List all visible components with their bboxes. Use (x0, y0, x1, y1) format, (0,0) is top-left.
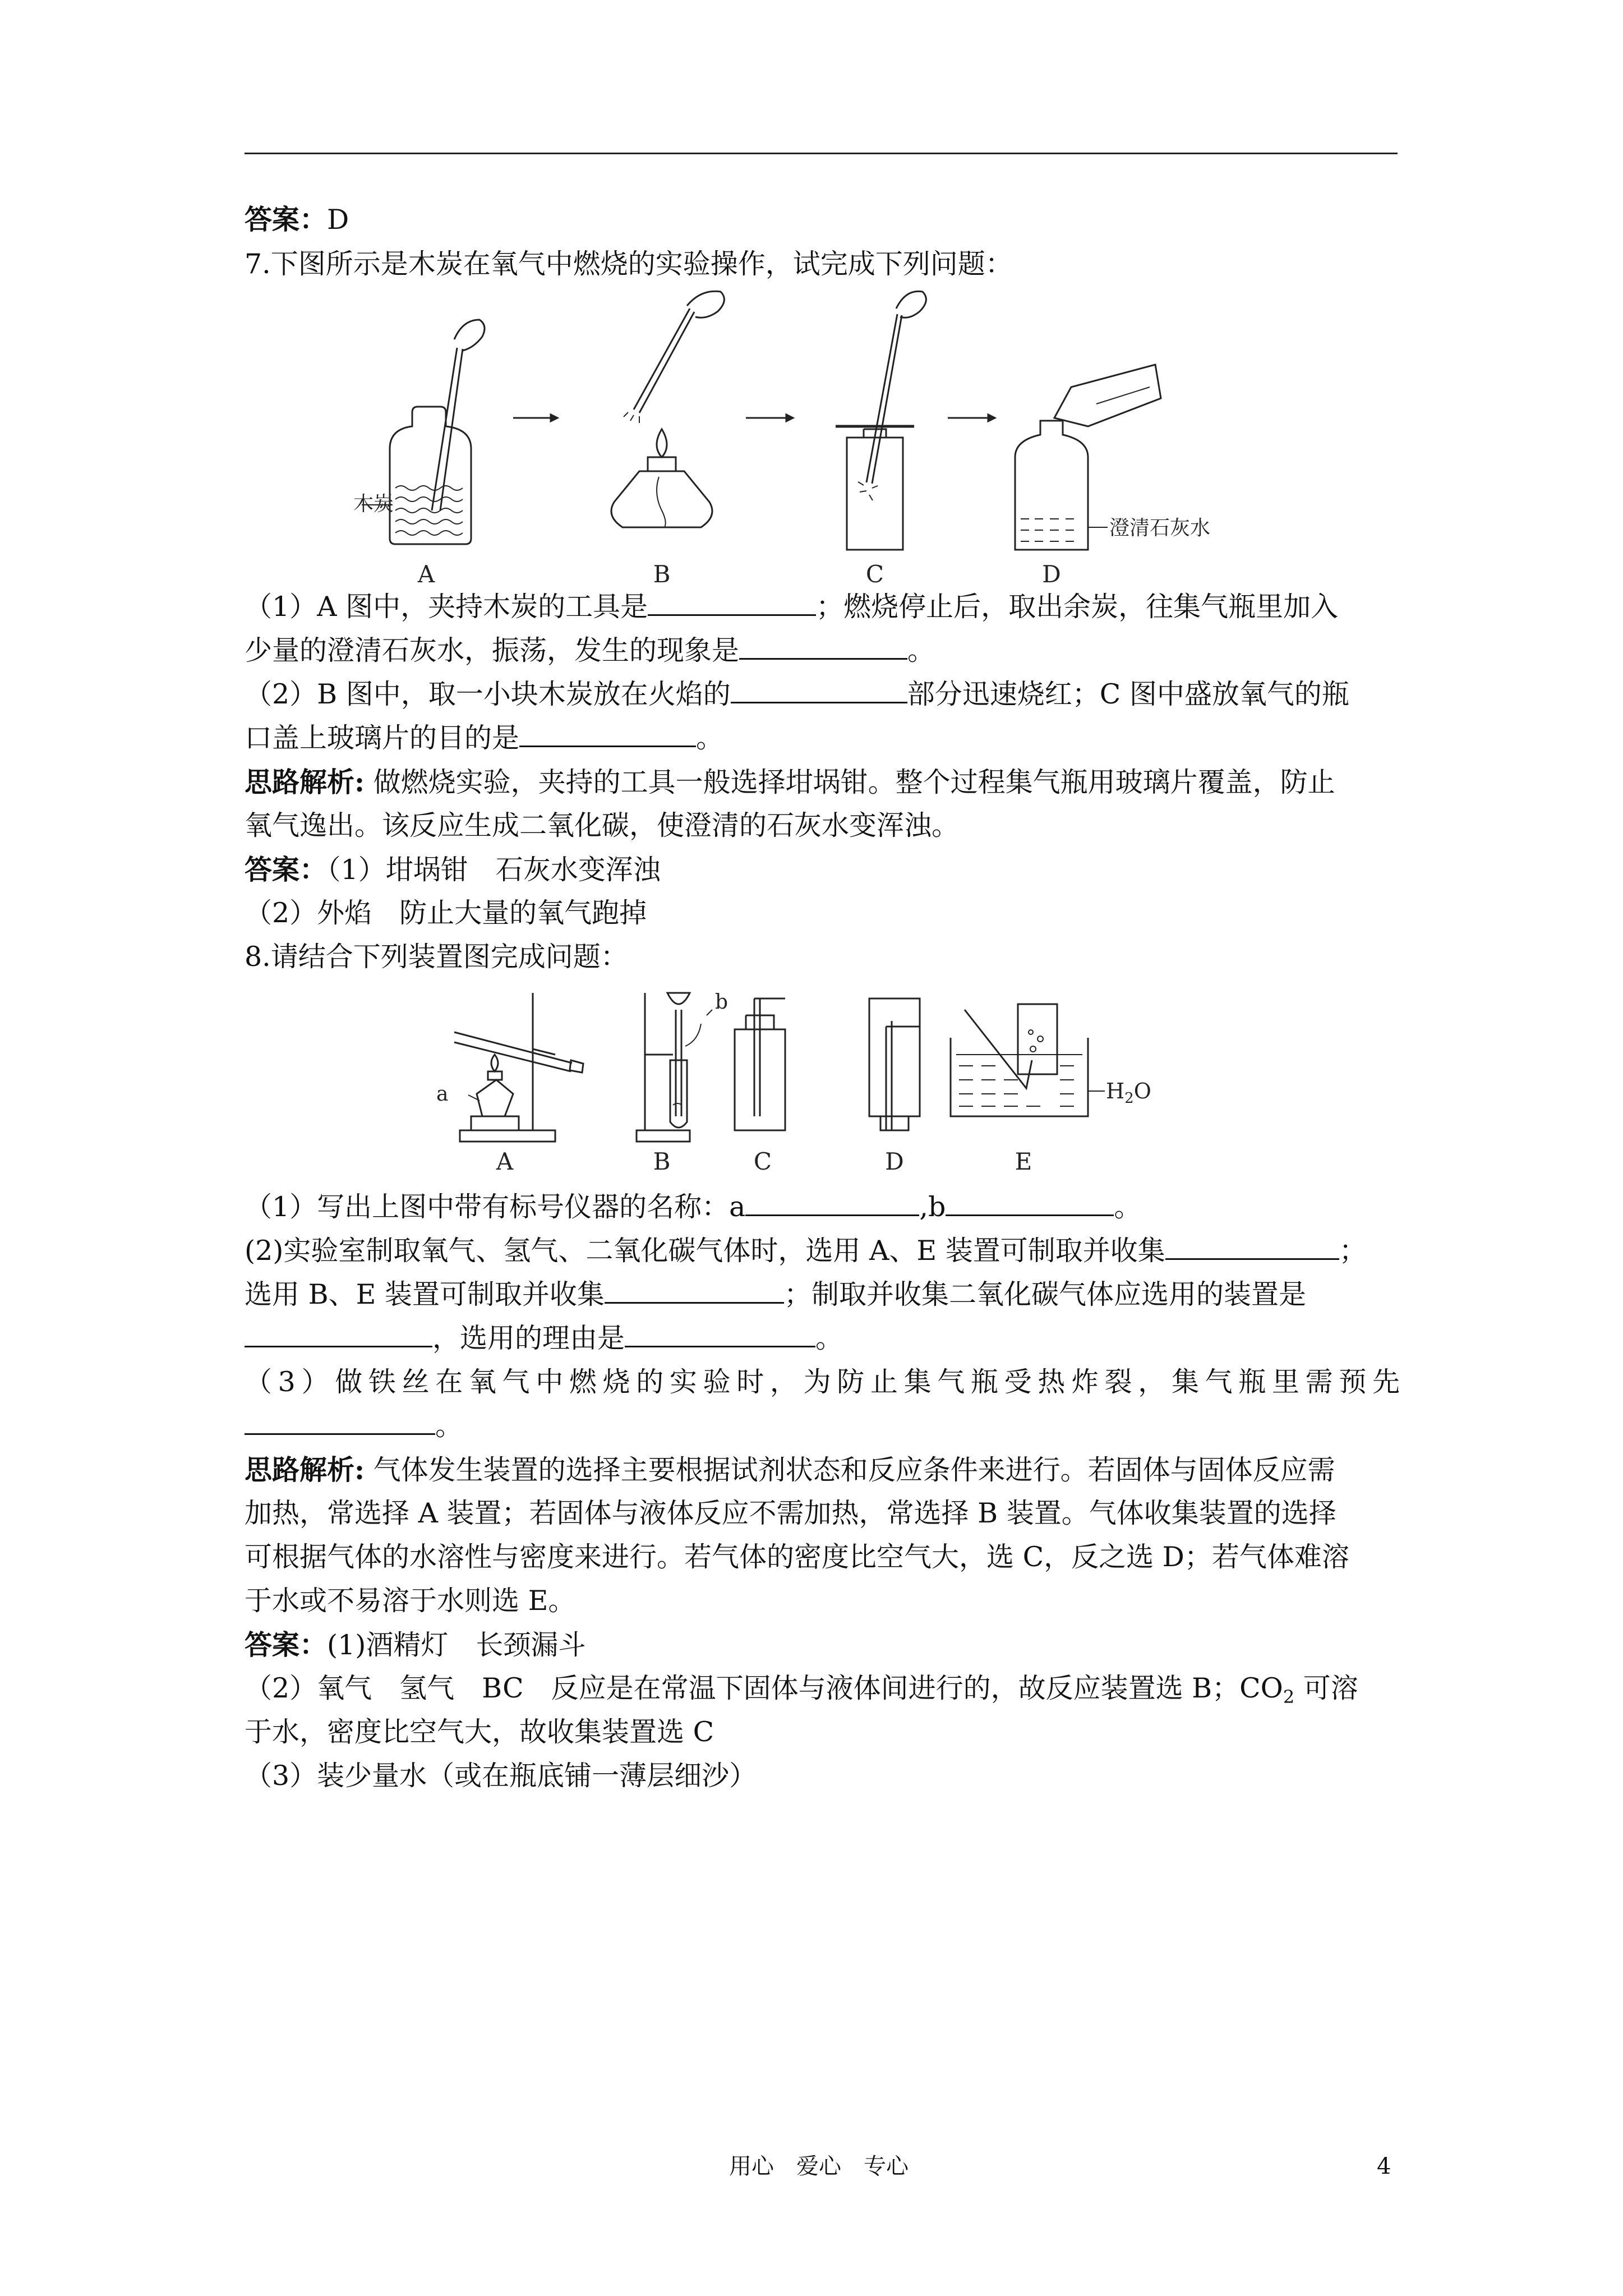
q8-blank-b[interactable] (946, 1191, 1114, 1216)
q8-p2-text-e: ，选用的理由是 (432, 1322, 625, 1354)
q8-stem: 8.请结合下列装置图完成问题： (245, 941, 628, 973)
q7-answer-text-1: （1）坩埚钳 石灰水变浑浊 (327, 854, 661, 886)
co2-subscript: 2 (1283, 1686, 1295, 1708)
q8-p2-text-c: 选用 B、E 装置可制取并收集 (245, 1278, 605, 1310)
q7-label-c: C (865, 560, 884, 588)
q8-fig-a (454, 993, 583, 1142)
q7-analysis-line2: 氧气逸出。该反应生成二氧化碳，使澄清的石灰水变浑浊。 (245, 809, 960, 841)
answer-label: 答案： (245, 853, 328, 886)
analysis-colon: : (354, 766, 365, 798)
q7-analysis-text-1: 做燃烧实验，夹持的工具一般选择坩埚钳。整个过程集气瓶用玻璃片覆盖，防止 (365, 766, 1335, 798)
q8-label-c: C (753, 1148, 772, 1175)
q7-p2-text-d: 。 (696, 722, 724, 754)
analysis-colon: : (354, 1453, 365, 1486)
q8-answer-text-2a: （2）氧气 氢气 BC 反应是在常温下固体与液体间进行的，故反应装置选 B；CO (245, 1672, 1283, 1704)
q8-answer-text-1: (1)酒精灯 长颈漏斗 (327, 1629, 586, 1661)
q8-p2-text-f: 。 (815, 1322, 843, 1354)
q7-blank-flame[interactable] (731, 678, 907, 703)
q8-blank-co2-device[interactable] (245, 1322, 432, 1347)
q8-fig-c (735, 999, 785, 1130)
header-rule (245, 153, 1398, 154)
q8-part1-line (245, 1185, 1400, 1229)
q8-answer-line1 (245, 1623, 1400, 1667)
q8-analysis-line4: 于水或不易溶于水则选 E。 (245, 1585, 576, 1617)
q7-answer-line2: （2）外焰 防止大量的氧气跑掉 (245, 897, 647, 929)
q7-blank-phenomenon[interactable] (739, 634, 907, 660)
q8-p2-text-b: ； (1339, 1235, 1367, 1267)
q8-answer-line4: （3）装少量水（或在瓶底铺一薄层细沙） (245, 1760, 757, 1792)
q8-part2-line3 (245, 1317, 1400, 1360)
q7-label-d: D (1042, 560, 1061, 588)
q8-part3-line2 (245, 1404, 1400, 1448)
q7-part2-line2 (245, 716, 1400, 760)
q8-fig-b (637, 993, 712, 1142)
q7-p1-text-a: （1）A 图中，夹持木炭的工具是 (245, 591, 648, 623)
q8-label-b: B (653, 1148, 671, 1175)
q7-analysis-line1 (245, 760, 1400, 804)
q8-label-e: E (1015, 1148, 1032, 1175)
q7-p1-text-d: 。 (907, 634, 935, 666)
analysis-label: 思路解析 (245, 766, 355, 798)
q7-blank-tool[interactable] (648, 591, 816, 616)
q8-blank-reason[interactable] (625, 1322, 815, 1347)
q8-mark-a: a (436, 1083, 449, 1106)
q8-blank-preparation[interactable] (245, 1410, 435, 1435)
q8-analysis-line1 (245, 1448, 1400, 1492)
q8-p1-text-c: 。 (1114, 1191, 1142, 1223)
q7-p2-text-a: （2）B 图中，取一小块木炭放在火焰的 (245, 678, 731, 710)
q8-p1-text-a: （1）写出上图中带有标号仪器的名称：a (245, 1191, 746, 1223)
q8-p3-text-b: 。 (435, 1410, 463, 1442)
q7-fig-c (836, 291, 926, 550)
q8-p2-text-d: ；制取并收集二氧化碳气体应选用的装置是 (783, 1278, 1306, 1310)
q7-answer-line1 (245, 848, 1400, 892)
q7-part1-line1 (245, 585, 1400, 629)
q7-p1-text-c: 少量的澄清石灰水，振荡，发生的现象是 (245, 634, 740, 666)
q7-part1-line2 (245, 629, 1400, 673)
q7-figure (342, 286, 1284, 589)
page-number: 4 (1377, 2154, 1391, 2179)
q7-label-b: B (653, 560, 671, 588)
q8-blank-a[interactable] (745, 1191, 919, 1216)
q8-label-d: D (885, 1148, 904, 1175)
q8-part2-line2 (245, 1273, 1400, 1317)
q7-blank-purpose[interactable] (519, 722, 696, 747)
q7-p2-text-b: 部分迅速烧红；C 图中盛放氧气的瓶 (907, 678, 1349, 710)
charcoal-label: 木炭 (353, 493, 394, 516)
q8-analysis-line3: 可根据气体的水溶性与密度来进行。若气体的密度比空气大，选 C，反之选 D；若气体难溶 (245, 1541, 1349, 1573)
q7-label-a: A (417, 560, 435, 588)
q7-part2-line1 (245, 673, 1400, 716)
q8-blank-ae-gas[interactable] (1165, 1235, 1339, 1260)
q8-part2-line1 (245, 1229, 1400, 1273)
q7-fig-b (611, 291, 724, 527)
limewater-label: 澄清石灰水 (1109, 517, 1211, 540)
q7-p1-text-b: ；燃烧停止后，取出余炭，往集气瓶里加入 (816, 591, 1339, 623)
q8-figure (426, 976, 1223, 1184)
analysis-label: 思路解析 (245, 1453, 355, 1486)
water-formula: $H_2O$ (1106, 1079, 1151, 1107)
q8-mark-b: b (715, 991, 728, 1014)
q8-answer-line3: 于水，密度比空气大，故收集装置选 C (245, 1716, 714, 1748)
q8-analysis-text-1: 气体发生装置的选择主要根据试剂状态和反应条件来进行。若固体与固体反应需 (365, 1454, 1335, 1486)
answer-label: 答案： (245, 203, 328, 236)
q8-p1-text-b: ,b (919, 1191, 946, 1223)
q8-blank-be-gas[interactable] (605, 1278, 784, 1304)
answer-value: D (327, 204, 349, 236)
answer-label: 答案： (245, 1628, 328, 1661)
prev-answer-line (245, 197, 1400, 242)
q8-fig-e (951, 1004, 1105, 1116)
q8-label-a: A (496, 1148, 514, 1175)
q8-fig-d (869, 999, 920, 1130)
footer-motto: 用心 爱心 专心 (729, 2154, 909, 2179)
q8-analysis-line2: 加热，常选择 A 装置；若固体与液体反应不需加热，常选择 B 装置。气体收集装置的选择 (245, 1497, 1336, 1529)
q7-stem: 7.下图所示是木炭在氧气中燃烧的实验操作，试完成下列问题： (245, 248, 1013, 280)
q8-answer-text-2b: 可溶 (1294, 1672, 1358, 1704)
q7-p2-text-c: 口盖上玻璃片的目的是 (245, 722, 520, 754)
q8-part3-line1: （3）做铁丝在氧气中燃烧的实验时，为防止集气瓶受热炸裂，集气瓶里需预先 (245, 1366, 1400, 1398)
q8-p2-text-a: (2)实验室制取氧气、氢气、二氧化碳气体时，选用 A、E 装置可制取并收集 (245, 1235, 1165, 1267)
